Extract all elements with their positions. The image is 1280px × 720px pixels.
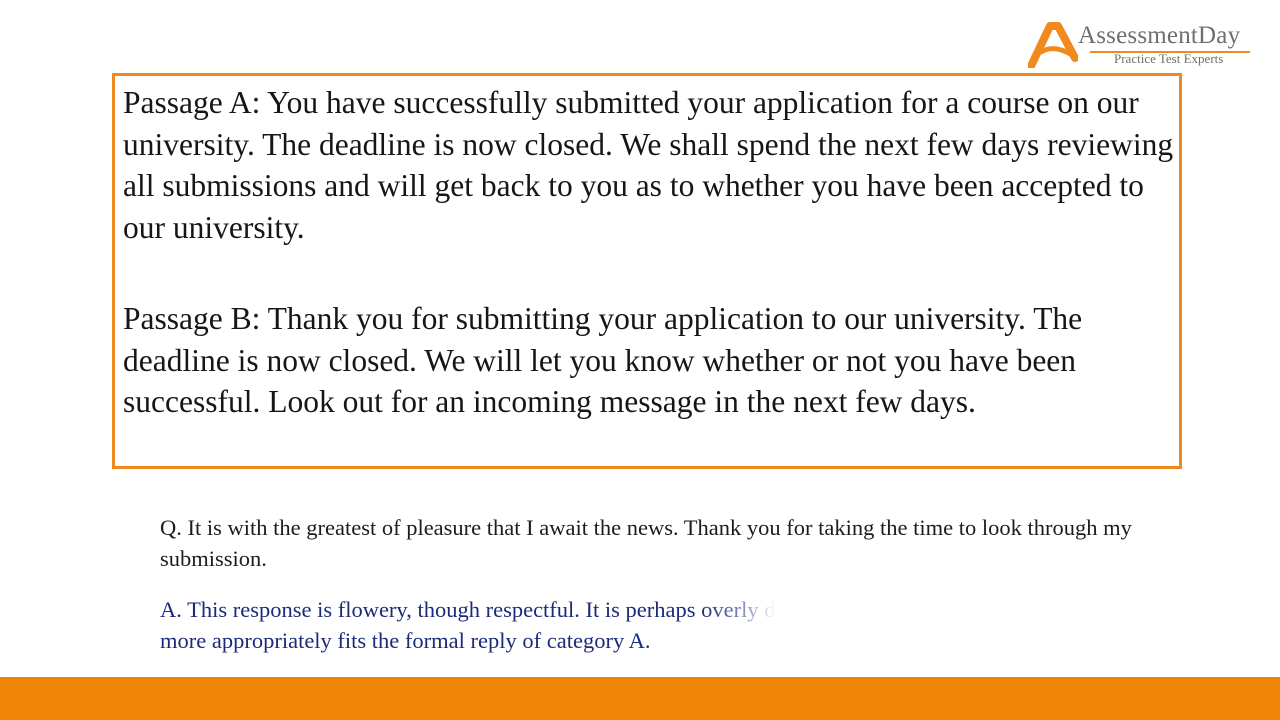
brand-tagline: Practice Test Experts bbox=[1114, 51, 1224, 66]
passages-panel bbox=[112, 73, 1182, 469]
answer-line-one: A. This response is flowery, though respectful. It is perhaps bbox=[160, 597, 702, 622]
stylized-a-logo-icon bbox=[1028, 22, 1078, 68]
answer-fading-text: overly d bbox=[701, 597, 776, 622]
answer-line-two: more appropriately fits the formal reply of category A. bbox=[160, 628, 651, 653]
brand-name: AssessmentDay bbox=[1078, 22, 1241, 49]
passage-b: Passage B: Thank you for submitting your application to our university. The deadline is now closed. We will let you know whether or not you have been successful. Look out for an incoming message in the next few days. bbox=[123, 301, 1083, 419]
question-text: Q. It is with the greatest of pleasure that I await the news. Thank you for taking the time to look through my submission. bbox=[160, 515, 1132, 571]
passage-a: Passage A: You have successfully submitted your application for a course on our university. The deadline is now closed. We shall spend the next few days reviewing all submissions and will get back to you as to whether you have been accepted to our university. bbox=[123, 85, 1174, 245]
assessmentday-logo bbox=[1028, 20, 1254, 70]
answer-text bbox=[160, 594, 1140, 656]
bottom-accent-bar bbox=[0, 677, 1280, 720]
